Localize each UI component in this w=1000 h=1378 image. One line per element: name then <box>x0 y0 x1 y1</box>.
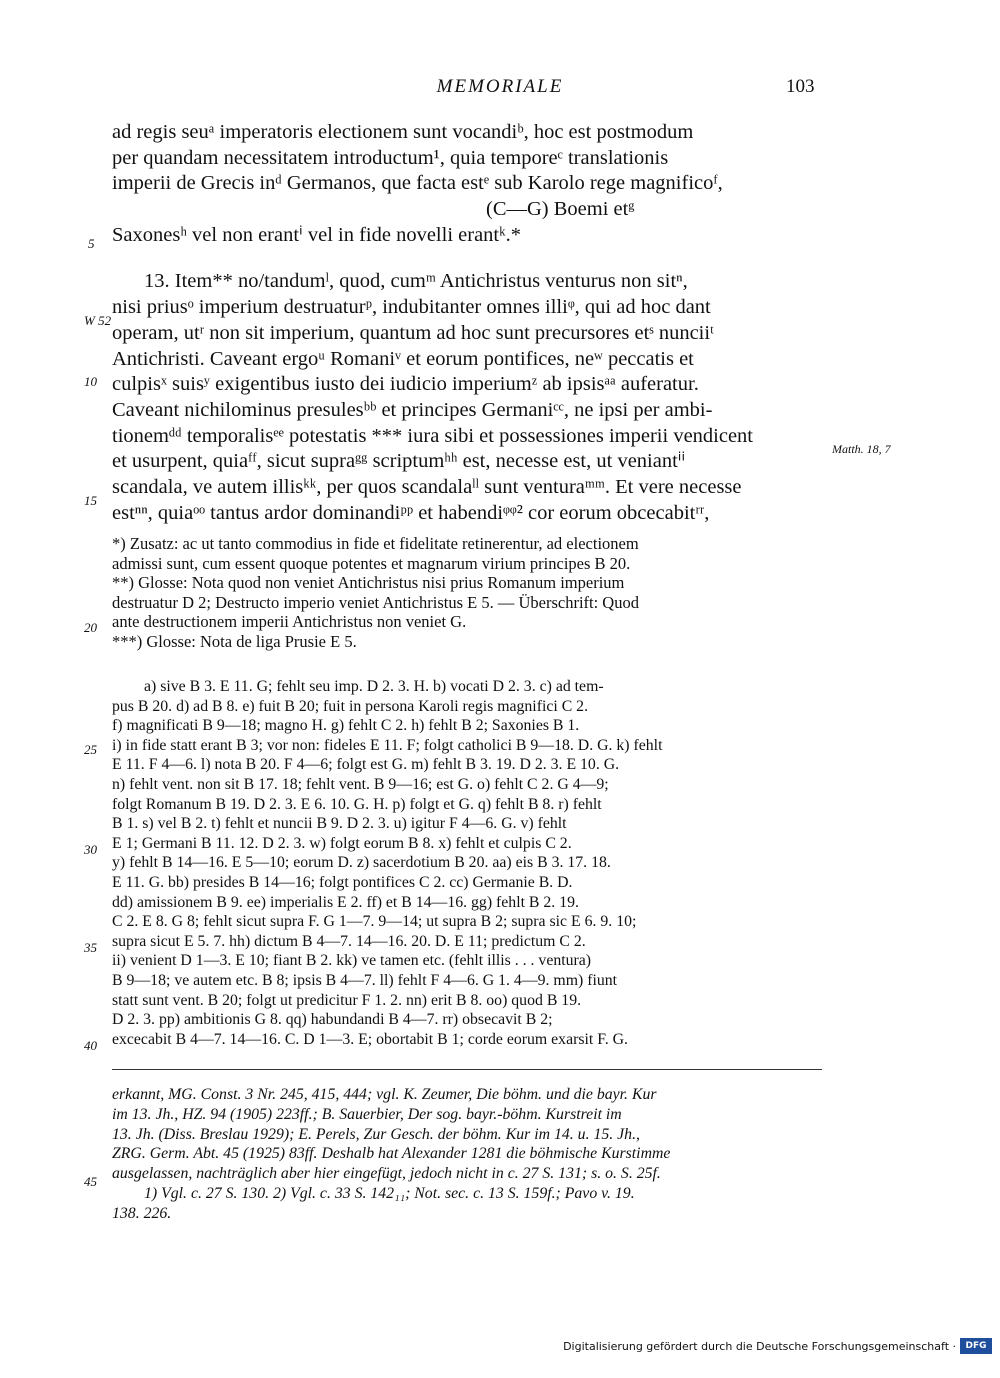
apparatus-line: E 1; Germani B 11. 12. D 2. 3. w) folgt eorum B 8. x) fehlt et culpis C 2. <box>112 834 572 852</box>
line-number: 45 <box>84 1174 97 1189</box>
asterisk-note-line: admissi sunt, cum essent quoque potentes et magnarum virium principes B 20. <box>112 553 631 573</box>
main-text-line: nisi priusᵒ imperium destruaturᵖ, indubitanter omnes illiᵠ, qui ad hoc dant <box>112 296 711 319</box>
literature-note-line: 1) Vgl. c. 27 S. 130. 2) Vgl. c. 33 S. 142₁₁; Not. sec. c. 13 S. 159f.; Pavo v. 19. <box>144 1184 635 1202</box>
main-text-line: operam, utʳ non sit imperium, quantum ad hoc sunt precursores etˢ nunciiᵗ <box>112 321 714 344</box>
running-head-title: MEMORIALE <box>436 76 564 97</box>
main-text-line: ad regis seuᵃ imperatoris electionem sunt vocandiᵇ, hoc est postmodum <box>112 121 694 143</box>
main-text-line: tionemᵈᵈ temporalisᵉᵉ potestatis *** iura sibi et possessiones imperii vendicent <box>112 424 754 447</box>
apparatus-line: f) magnificati B 9—18; magno H. g) fehlt C 2. h) fehlt B 2; Saxonies B 1. <box>112 717 580 735</box>
apparatus-line: excecabit B 4—7. 14—16. C. D 1—3. E; obortabit B 1; corde eorum exarsit F. G. <box>112 1030 628 1048</box>
apparatus-line: B 9—18; ve autem etc. B 8; ipsis B 4—7. ll) fehlt F 4—6. G 1. 4—9. mm) fiunt <box>112 971 618 989</box>
footnote-divider <box>112 1069 822 1070</box>
apparatus-line: i) in fide statt erant B 3; vor non: fideles E 11. F; folgt catholici B 9—18. D. G. k) fehlt <box>112 736 663 754</box>
main-text-line: (C—G) Boemi etᵍ <box>486 198 635 221</box>
literature-note-line: ausgelassen, nachträglich aber hier eingefügt, jedoch nicht in c. 27 S. 131; s. o. S. 25f. <box>112 1165 661 1183</box>
literature-note-line: ZRG. Germ. Abt. 45 (1925) 83ff. Deshalb hat Alexander 1281 die böhmische Kurstimme <box>112 1145 671 1163</box>
apparatus-line: B 1. s) vel B 2. t) fehlt et nuncii B 9. D 2. 3. u) igitur F 4—6. G. v) fehlt <box>112 815 567 833</box>
margin-reference-right: Matth. 18, 7 <box>832 442 891 456</box>
asterisk-note-line: ***) Glosse: Nota de liga Prusie E 5. <box>112 631 357 651</box>
apparatus-line: dd) amissionem B 9. ee) imperialis E 2. ff) et B 14—16. gg) fehlt B 2. 19. <box>112 893 579 911</box>
apparatus-line: C 2. E 8. G 8; fehlt sicut supra F. G 1—7. 9—14; ut supra B 2; supra sic E 6. 9. 10; <box>112 913 637 931</box>
line-number: 20 <box>84 620 97 635</box>
apparatus-line: y) fehlt B 14—16. E 5—10; eorum D. z) sacerdotium B 20. aa) eis B 3. 17. 18. <box>112 854 611 872</box>
main-text-line: Caveant nichilominus presulesᵇᵇ et principes Germaniᶜᶜ, ne ipsi per ambi- <box>112 398 713 421</box>
page-number: 103 <box>786 76 815 97</box>
apparatus-line: pus B 20. d) ad B 8. e) fuit B 20; fuit in persona Karoli regis magnifici C 2. <box>112 697 589 715</box>
literature-notes <box>112 1085 824 1224</box>
line-number: 25 <box>84 742 97 757</box>
apparatus-line: supra sicut E 5. 7. hh) dictum B 4—7. 14—16. 20. D. E 11; predictum C 2. <box>112 932 586 950</box>
apparatus-line: a) sive B 3. E 11. G; fehlt seu imp. D 2. 3. H. b) vocati D 2. 3. c) ad tem- <box>144 678 604 695</box>
margin-reference-left: W 52 <box>84 313 112 328</box>
digitization-credit: Digitalisierung gefördert durch die Deutsche Forschungsgemeinschaft · <box>563 1340 956 1353</box>
literature-note-line: 138. 226. <box>112 1204 172 1222</box>
line-number: 10 <box>84 374 97 389</box>
main-text-line: imperii de Grecis inᵈ Germanos, que facta estᵉ sub Karolo rege magnificoᶠ, <box>112 172 723 195</box>
main-text-line: per quandam necessitatem introductum¹, quia temporeᶜ translationis <box>112 146 669 169</box>
apparatus-line: n) fehlt vent. non sit B 17. 18; fehlt vent. B 9—16; est G. o) fehlt C 2. G 4—9; <box>112 775 609 793</box>
dfg-logo-icon: DFG <box>960 1338 992 1354</box>
asterisk-notes <box>112 534 824 652</box>
literature-note-line: 13. Jh. (Diss. Breslau 1929); E. Perels, Zur Gesch. der böhm. Kur im 14. u. 15. Jh., <box>112 1125 640 1143</box>
apparatus-line: D 2. 3. pp) ambitionis G 8. qq) habundandi B 4—7. rr) obsecavit B 2; <box>112 1011 553 1029</box>
main-text-line: estⁿⁿ, quiaᵒᵒ tantus ardor dominandiᵖᵖ et habendiᵠᵠ² cor eorum obcecabitʳʳ, <box>112 501 710 524</box>
line-number: 5 <box>88 236 95 251</box>
apparatus-line: ii) venient D 1—3. E 10; fiant B 2. kk) ve tamen etc. (fehlt illis . . . ventura) <box>112 952 592 970</box>
asterisk-note-line: *) Zusatz: ac ut tanto commodius in fide et fidelitate retinerentur, ad electionem <box>112 534 639 553</box>
apparatus-line: statt sunt vent. B 20; folgt ut predicitur F 1. 2. nn) erit B 8. oo) quod B 19. <box>112 991 582 1009</box>
apparatus-line: E 11. F 4—6. l) nota B 20. F 4—6; folgt est G. m) fehlt B 3. 19. D 2. 3. E 10. G. <box>112 756 620 774</box>
critical-apparatus <box>112 677 824 1049</box>
apparatus-line: folgt Romanum B 19. D 2. 3. E 6. 10. G. H. p) folgt et G. q) fehlt B 8. r) fehlt <box>112 795 602 813</box>
asterisk-note-line: **) Glosse: Nota quod non veniet Antichristus nisi prius Romanum imperium <box>112 573 625 593</box>
main-text-line: et usurpent, quiaᶠᶠ, sicut supraᵍᵍ scriptumʰʰ est, necesse est, ut veniantⁱⁱ <box>112 450 686 473</box>
asterisk-note-line: ante destructionem imperii Antichristus non veniet G. <box>112 612 467 632</box>
line-number: 35 <box>84 940 97 955</box>
main-text-line: culpisˣ suisʸ exigentibus iusto dei iudicio imperiumᶻ ab ipsisᵃᵃ auferatur. <box>112 373 699 396</box>
literature-note-line: erkannt, MG. Const. 3 Nr. 245, 415, 444; vgl. K. Zeumer, Die böhm. und die bayr. Kur <box>112 1086 657 1103</box>
literature-note-line: im 13. Jh., HZ. 94 (1905) 223ff.; B. Sauerbier, Der sog. bayr.-böhm. Kurstreit im <box>112 1105 622 1123</box>
asterisk-note-line: destruatur D 2; Destructo imperio veniet Antichristus E 5. — Überschrift: Quod <box>112 592 639 612</box>
chapter-13-heading-line: 13. Item** no/tandumˡ, quod, cumᵐ Antichristus venturus non sitⁿ, <box>144 270 688 293</box>
main-text <box>112 120 822 526</box>
line-number: 15 <box>84 493 97 508</box>
main-text-line: Antichristi. Caveant ergoᵘ Romaniᵛ et eorum pontifices, neʷ peccatis et <box>112 347 694 370</box>
line-number: 40 <box>84 1038 97 1053</box>
main-text-line: scandala, ve autem illisᵏᵏ, per quos scandalaˡˡ sunt venturaᵐᵐ. Et vere necesse <box>112 475 742 498</box>
apparatus-line: E 11. G. bb) presides B 14—16; folgt pontifices C 2. cc) Germanie B. D. <box>112 873 573 891</box>
line-number: 30 <box>84 842 97 857</box>
main-text-line: Saxonesʰ vel non erantⁱ vel in fide novelli erantᵏ.* <box>112 223 521 246</box>
